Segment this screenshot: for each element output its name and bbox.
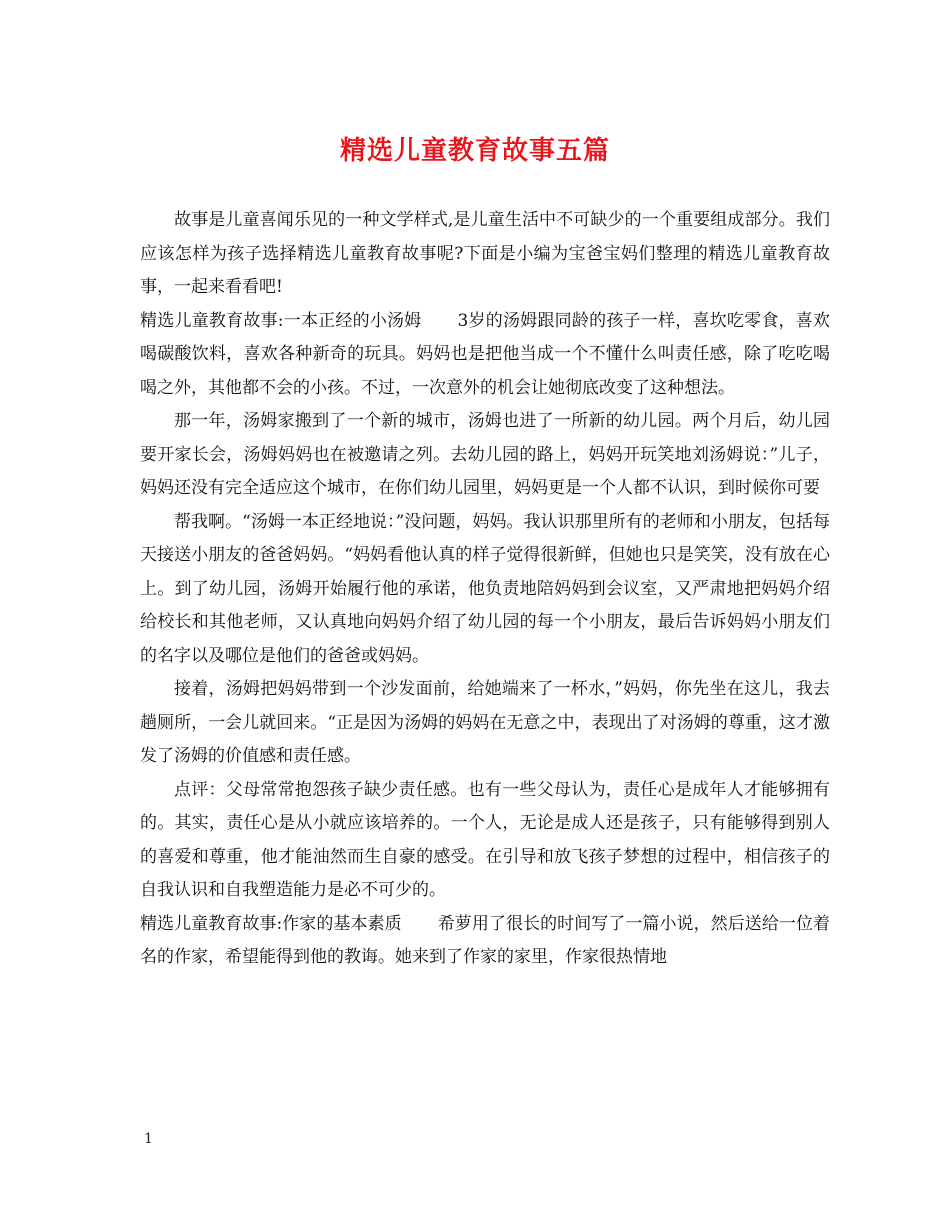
intro-paragraph: 故事是儿童喜闻乐见的一种文学样式,是儿童生活中不可缺少的一个重要组成部分。我们应该怎样为孩子选择精选儿童教育故事呢?下面是小编为宝爸宝妈们整理的精选儿童教育故事，一起来看看吧! bbox=[140, 210, 830, 297]
story1-paragraph-2: 那一年，汤姆家搬到了一个新的城市，汤姆也进了一所新的幼儿园。两个月后，幼儿园要开家长会，汤姆妈妈也在被邀请之列。去幼儿园的路上，妈妈开玩笑地刘汤姆说：”儿子，妈妈还没有完全适应这个城市，在你们幼儿园里，妈妈更是一个人都不认识，到时候你可要 bbox=[140, 411, 830, 498]
story2-first-paragraph bbox=[140, 908, 830, 975]
story1-heading: 精选儿童教育故事:一本正经的小汤姆 bbox=[140, 310, 422, 331]
story1-first-paragraph bbox=[140, 305, 830, 406]
story2-heading: 精选儿童教育故事:作家的基本素质 bbox=[140, 913, 402, 934]
story2-opening: 希萝用了很长的时间写了一篇小说，然后送给一位着名的作家，希望能得到他的教诲。她来到了作家的家里，作家很热情地 bbox=[140, 913, 831, 967]
page-number: 1 bbox=[144, 1131, 153, 1147]
story1-paragraph-3: 帮我啊。“汤姆一本正经地说：”没问题，妈妈。我认识那里所有的老师和小朋友，包括每天接送小朋友的爸爸妈妈。“妈妈看他认真的样子觉得很新鲜，但她也只是笑笑，没有放在心上。到了幼儿园，汤姆开始履行他的承诺，他负责地陪妈妈到会议室，又严肃地把妈妈介绍给校长和其他老师，又认真地向妈妈介绍了幼儿园的每一个小朋友，最后告诉妈妈小朋友们的名字以及哪位是他们的爸爸或妈妈。 bbox=[140, 511, 830, 666]
story1-commentary: 点评：父母常常抱怨孩子缺少责任感。也有一些父母认为，责任心是成年人才能够拥有的。其实，责任心是从小就应该培养的。一个人，无论是成人还是孩子，只有能够得到别人的喜爱和尊重，他才能油然而生自豪的感受。在引导和放飞孩子梦想的过程中，相信孩子的自我认识和自我塑造能力是必不可少的。 bbox=[140, 779, 830, 900]
story1-paragraph-4: 接着，汤姆把妈妈带到一个沙发面前，给她端来了一杯水，”妈妈，你先坐在这儿，我去趟厕所，一会儿就回来。“正是因为汤姆的妈妈在无意之中，表现出了对汤姆的尊重，这才激发了汤姆的价值感和责任感。 bbox=[140, 679, 830, 766]
document-title: 精选儿童教育故事五篇 bbox=[339, 136, 610, 166]
story1-opening: 3岁的汤姆跟同龄的孩子一样，喜坎吃零食，喜欢喝碳酸饮料，喜欢各种新奇的玩具。妈妈也是把他当成一个不懂什么叫责任感，除了吃吃喝喝之外，其他都不会的小孩。不过，一次意外的机会让她彻底改变了这种想法。 bbox=[140, 310, 830, 398]
document-body bbox=[140, 204, 830, 975]
